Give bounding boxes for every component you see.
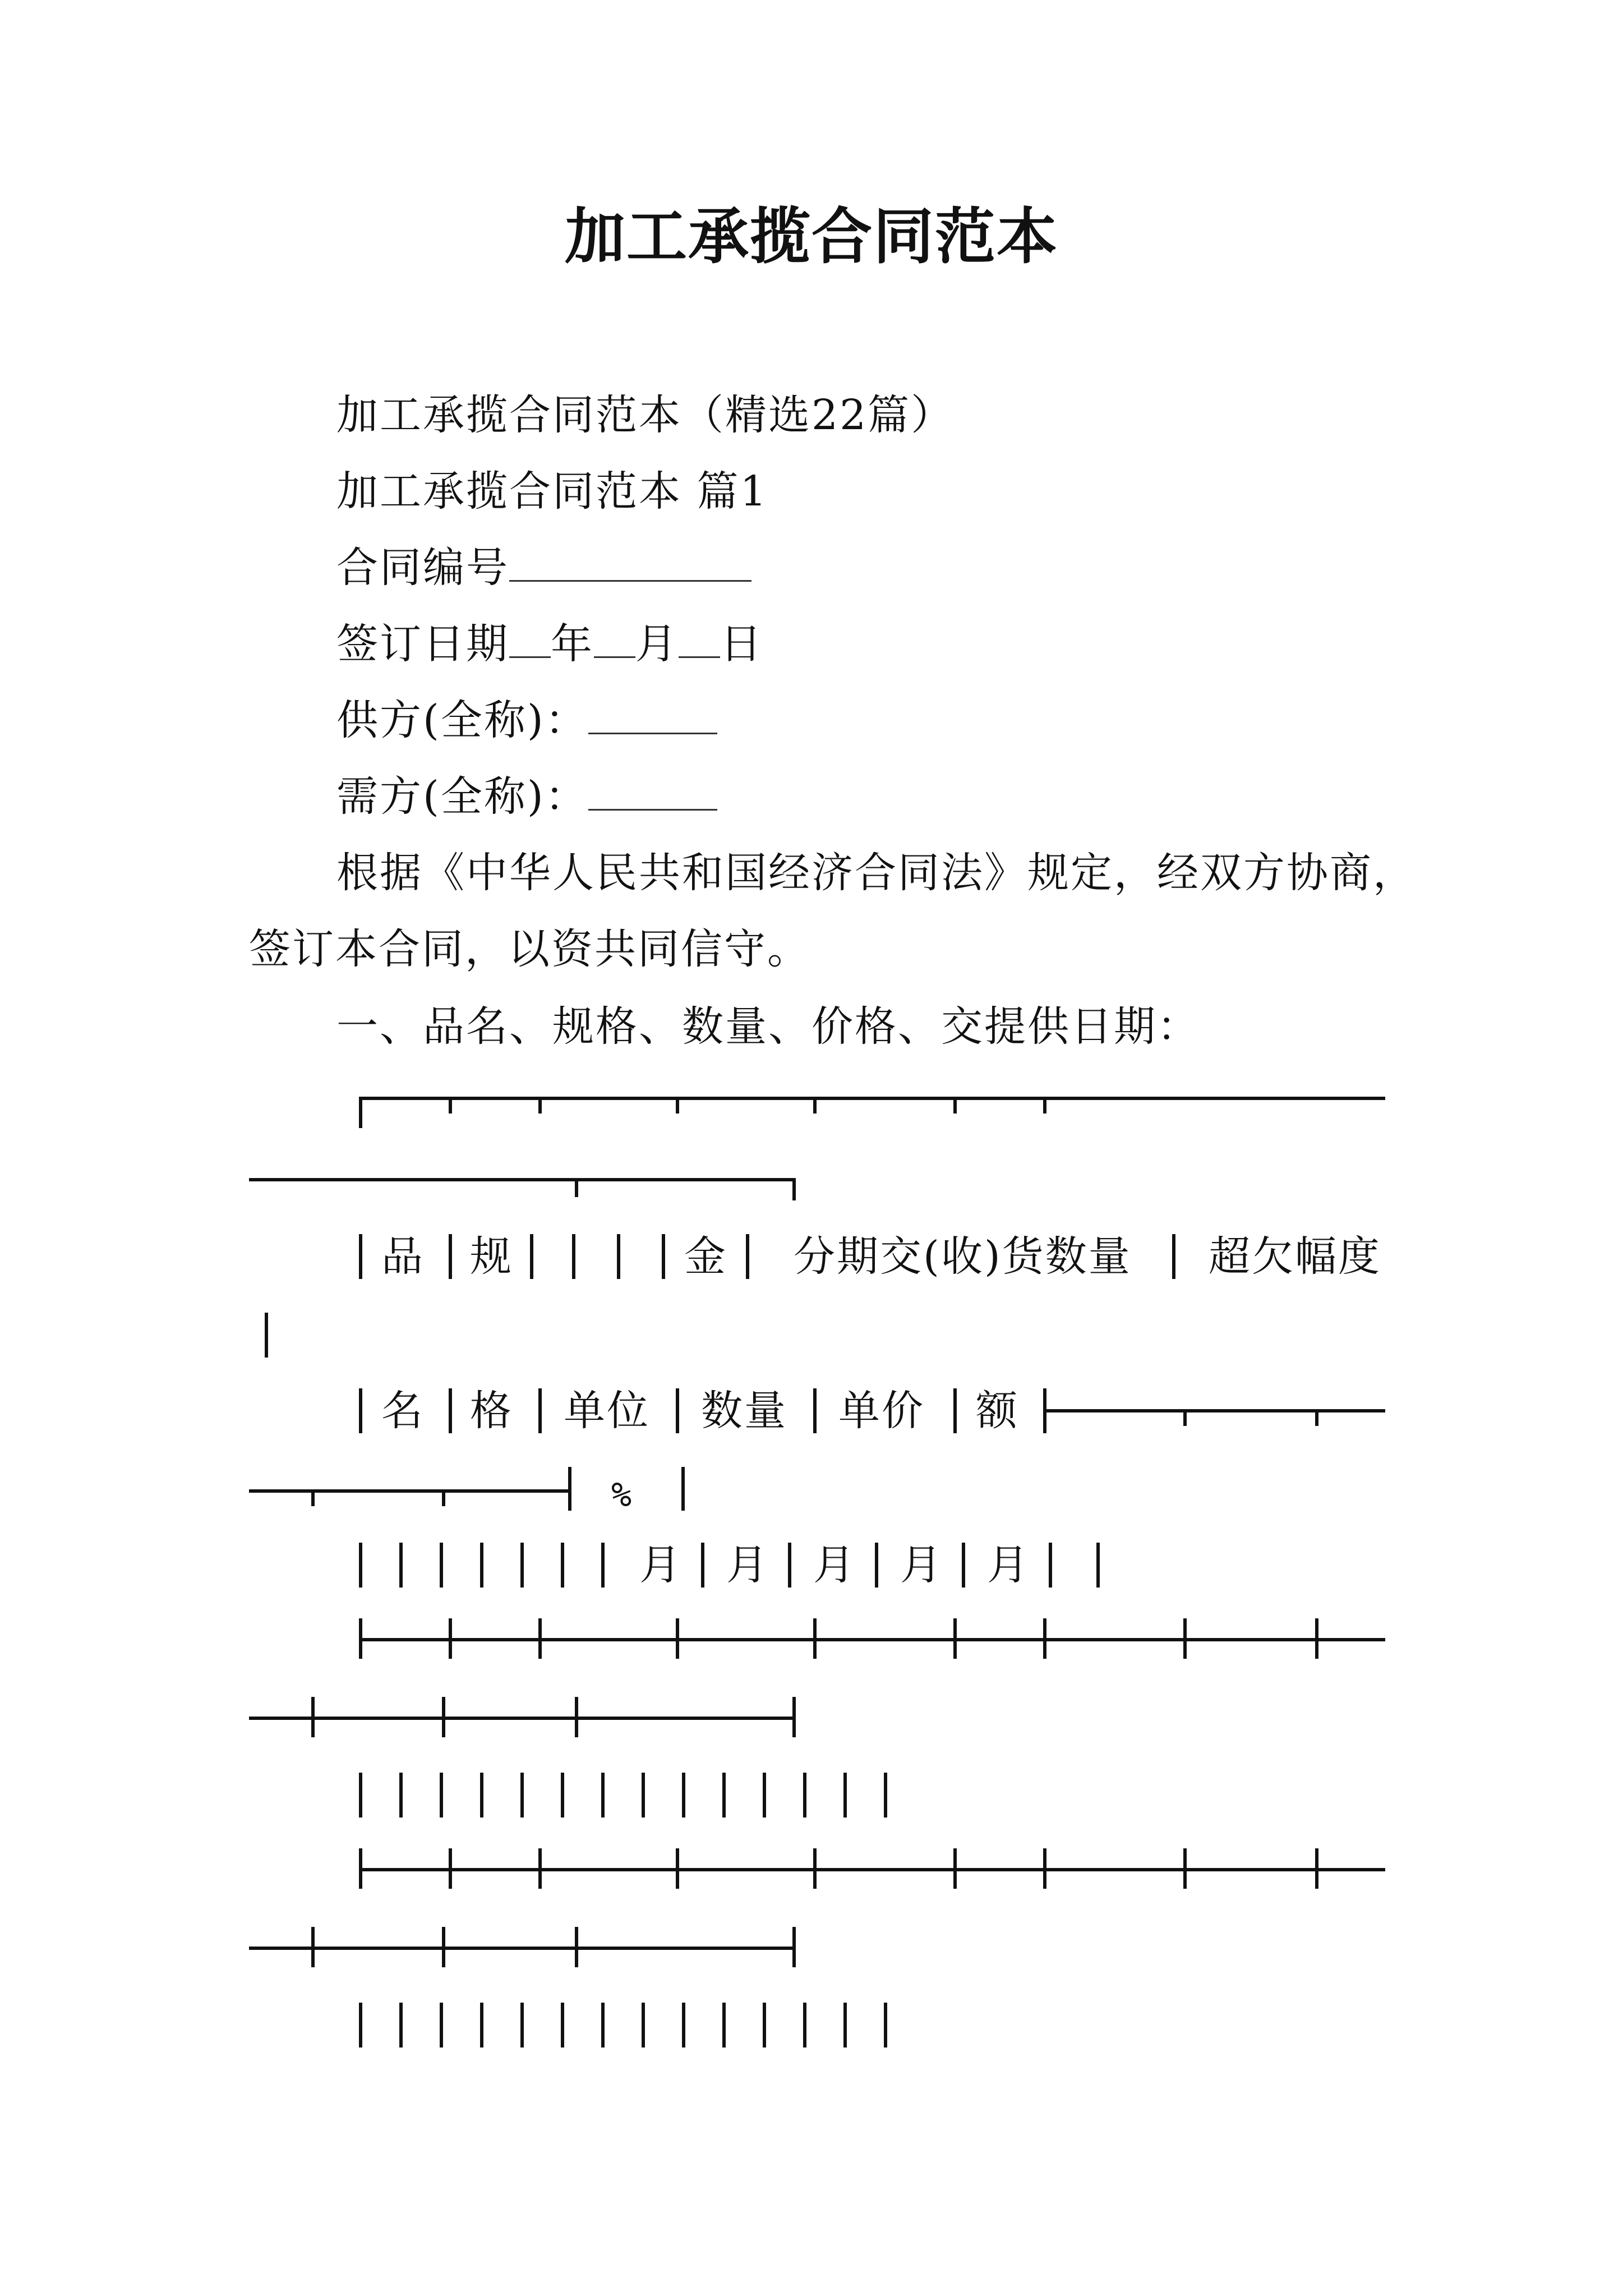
table-cross: [792, 1697, 796, 1737]
table-cell-divider: [265, 1313, 268, 1358]
month-label: 月: [987, 1541, 1030, 1589]
table-cell-divider: [642, 2003, 645, 2047]
table-cross: [1043, 1848, 1046, 1889]
subtitle: 加工承揽合同范本（精选22篇）: [336, 391, 955, 439]
table-cross: [792, 1927, 796, 1967]
header-unit: 单位: [564, 1387, 650, 1435]
header-gui: 规: [470, 1232, 513, 1281]
header-delivery-qty: 分期交(收)货数量: [794, 1232, 1132, 1281]
table-cross: [1315, 1848, 1318, 1889]
table-cell-divider: [480, 1773, 483, 1818]
table-cross: [449, 1848, 452, 1889]
contract-number-blank[interactable]: [509, 543, 751, 582]
table-top-border-wrap: [249, 1178, 796, 1181]
table-cell-divider: [722, 1773, 726, 1818]
table-cell-divider: [440, 1773, 443, 1818]
sign-month-label: 月: [635, 620, 679, 668]
table-tick: [953, 1097, 957, 1114]
table-cell-divider: [682, 1773, 685, 1818]
table-cell-divider: [884, 1773, 887, 1818]
table-cell-divider: [520, 1773, 524, 1818]
table-cross: [359, 1848, 362, 1889]
sign-month-blank[interactable]: [594, 619, 635, 658]
table-cell-divider: [953, 1388, 957, 1433]
table-cell-divider: [843, 1773, 847, 1818]
table-cross: [442, 1697, 445, 1737]
table-cell-divider: [884, 2003, 887, 2047]
table-cross: [538, 1618, 542, 1659]
clause-one-heading: 一、品名、规格、数量、价格、交提供日期：: [336, 1002, 1200, 1051]
table-cell-divider: [875, 1543, 878, 1588]
table-row-separator: [359, 1638, 1385, 1641]
table-cell-divider: [399, 1543, 403, 1588]
table-tick: [676, 1097, 679, 1114]
table-cell-divider: [642, 1773, 645, 1818]
table-cell-divider: [1096, 1543, 1100, 1588]
table-cross: [953, 1618, 957, 1659]
table-tick: [575, 1178, 578, 1197]
table-cell-divider: [359, 1388, 362, 1433]
table-tick: [1183, 1409, 1187, 1426]
header-e: 额: [976, 1387, 1019, 1435]
table-top-border: [359, 1097, 1385, 1100]
table-row-separator-wrap: [249, 1947, 796, 1950]
table-tick: [792, 1178, 796, 1200]
table-cross: [449, 1618, 452, 1659]
table-cell-divider: [359, 2003, 362, 2047]
table-cell-divider: [813, 1388, 817, 1433]
table-cross: [442, 1927, 445, 1967]
table-cross: [359, 1618, 362, 1659]
table-cell-divider: [1049, 1543, 1052, 1588]
table-inner-border-wrap: [249, 1489, 571, 1493]
table-cell-divider: [722, 2003, 726, 2047]
table-cell-divider: [763, 1773, 766, 1818]
header-ming: 名: [381, 1387, 425, 1435]
table-cell-divider: [359, 1543, 362, 1588]
buyer-label: 需方(全称)：: [336, 772, 588, 821]
table-cell-divider: [359, 1234, 362, 1279]
header-over-short: 超欠幅度: [1209, 1232, 1381, 1281]
table-cell-divider: [520, 2003, 524, 2047]
table-cell-divider: [561, 1773, 564, 1818]
table-cell-divider: [788, 1543, 791, 1588]
table-cell-divider: [676, 1388, 679, 1433]
table-row-separator-wrap: [249, 1717, 796, 1720]
table-cell-divider: [601, 1773, 605, 1818]
buyer-blank[interactable]: [588, 772, 717, 811]
supplier-label: 供方(全称)：: [336, 696, 588, 744]
table-tick: [442, 1489, 445, 1506]
table-cell-divider: [530, 1234, 533, 1279]
month-label: 月: [726, 1541, 769, 1589]
table-cross: [1183, 1618, 1187, 1659]
table-cell-divider: [538, 1388, 542, 1433]
table-cross: [1183, 1848, 1187, 1889]
table-cross: [538, 1848, 542, 1889]
table-cross: [676, 1848, 679, 1889]
table-inner-border: [1043, 1409, 1385, 1412]
sign-day-blank[interactable]: [679, 619, 720, 658]
buyer-row: [336, 769, 717, 825]
supplier-row: [336, 692, 717, 748]
table-cross: [813, 1618, 817, 1659]
table-tick: [538, 1097, 542, 1114]
table-cell-divider: [449, 1388, 452, 1433]
table-cell-divider: [843, 2003, 847, 2047]
contract-number-label: 合同编号: [336, 544, 509, 592]
section-heading: 加工承揽合同范本 篇1: [336, 467, 768, 516]
table-cross: [813, 1848, 817, 1889]
sign-day-label: 日: [720, 620, 763, 668]
table-tick: [311, 1489, 315, 1506]
intro-paragraph-line2: 签订本合同，以资共同信守。: [249, 925, 810, 973]
table-cell-divider: [399, 1773, 403, 1818]
month-label: 月: [900, 1541, 943, 1589]
table-cell-divider: [662, 1234, 665, 1279]
table-cell-divider: [746, 1234, 749, 1279]
table-cell-divider: [682, 2003, 685, 2047]
sign-year-blank[interactable]: [509, 619, 551, 658]
table-cell-divider: [449, 1234, 452, 1279]
header-unit-price: 单价: [838, 1387, 925, 1435]
table-cell-divider: [561, 2003, 564, 2047]
sign-date-row: [336, 616, 763, 672]
table-cell-divider: [480, 1543, 483, 1588]
table-cell-divider: [572, 1234, 575, 1279]
table-cross: [676, 1618, 679, 1659]
table-tick: [449, 1097, 452, 1114]
table-row-separator: [359, 1868, 1385, 1871]
supplier-blank[interactable]: [588, 696, 717, 734]
sign-date-label: 签订日期: [336, 620, 509, 668]
table-cell-divider: [520, 1543, 524, 1588]
table-cross: [1043, 1618, 1046, 1659]
table-cell-divider: [601, 1543, 605, 1588]
table-cell-divider: [803, 2003, 806, 2047]
table-cross: [953, 1848, 957, 1889]
table-cell-divider: [399, 2003, 403, 2047]
table-cell-divider: [617, 1234, 620, 1279]
contract-number-row: [336, 540, 751, 596]
table-tick: [359, 1097, 362, 1128]
header-qty: 数量: [701, 1387, 787, 1435]
table-cell-divider: [763, 2003, 766, 2047]
header-pin: 品: [381, 1232, 425, 1281]
page-title: 加工承揽合同范本: [564, 201, 1058, 272]
header-ge: 格: [470, 1387, 513, 1435]
table-cell-divider: [803, 1773, 806, 1818]
table-cross: [575, 1697, 578, 1737]
table-cross: [1315, 1618, 1318, 1659]
table-tick: [1315, 1409, 1318, 1426]
table-cell-divider: [561, 1543, 564, 1588]
header-jin: 金: [684, 1232, 727, 1281]
month-label: 月: [813, 1541, 856, 1589]
table-cell-divider: [440, 1543, 443, 1588]
table-tick: [813, 1097, 817, 1114]
table-cell-divider: [568, 1467, 571, 1511]
table-cell-divider: [962, 1543, 965, 1588]
table-cross: [311, 1697, 315, 1737]
table-cell-divider: [1172, 1234, 1175, 1279]
table-cell-divider: [681, 1467, 685, 1511]
header-percent: %: [611, 1475, 634, 1515]
table-cell-divider: [701, 1543, 704, 1588]
table-cross: [311, 1927, 315, 1967]
table-cross: [575, 1927, 578, 1967]
month-label: 月: [639, 1541, 683, 1589]
intro-paragraph-line1: 根据《中华人民共和国经济合同法》规定，经双方协商，: [336, 849, 1416, 897]
table-cell-divider: [440, 2003, 443, 2047]
table-cell-divider: [480, 2003, 483, 2047]
table-cell-divider: [601, 2003, 605, 2047]
sign-year-label: 年: [551, 620, 594, 668]
table-cell-divider: [359, 1773, 362, 1818]
table-tick: [1043, 1097, 1046, 1114]
